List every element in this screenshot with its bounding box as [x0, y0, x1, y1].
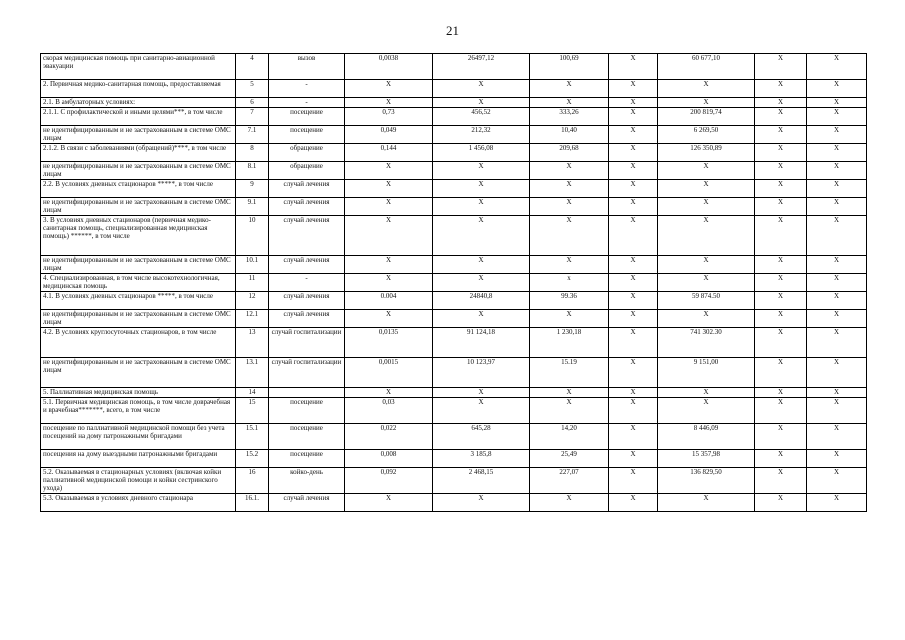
cell-unit: случай лечения: [269, 310, 345, 328]
cell-volume: Х: [345, 256, 433, 274]
cell-col-x2: Х: [755, 468, 807, 494]
cell-volume: Х: [345, 180, 433, 198]
cell-row-number: 7.1: [236, 126, 269, 144]
cell-cost: 2 468,15: [433, 468, 530, 494]
cell-total: 136 829,50: [658, 468, 755, 494]
cell-col-x3: Х: [807, 424, 867, 450]
cell-row-number: 14: [236, 388, 269, 398]
cell-col-x3: Х: [807, 398, 867, 424]
cell-volume: Х: [345, 198, 433, 216]
cell-row-number: 13: [236, 328, 269, 358]
cell-col-x2: Х: [755, 450, 807, 468]
cell-col-x3: Х: [807, 144, 867, 162]
cell-cost: 10 123,97: [433, 358, 530, 388]
cell-row-name: 3. В условиях дневных стационаров (первичная медико-санитарная помощь, специализированная медицинская помощь) ******, в том числе: [41, 216, 236, 256]
table-row: [41, 126, 867, 144]
cell-per-capita: 1 230,18: [530, 328, 609, 358]
cell-col-x1: Х: [609, 126, 658, 144]
cell-col-x2: Х: [755, 108, 807, 126]
table-row: [41, 274, 867, 292]
cell-row-name: 4.2. В условиях круглосуточных стационаров, в том числе: [41, 328, 236, 358]
cell-col-x2: Х: [755, 144, 807, 162]
table-row: [41, 180, 867, 198]
cell-total: Х: [658, 388, 755, 398]
cell-total: 60 677,10: [658, 54, 755, 80]
table-row: [41, 144, 867, 162]
cell-col-x3: Х: [807, 388, 867, 398]
cell-cost: Х: [433, 310, 530, 328]
cell-volume: 0.004: [345, 292, 433, 310]
cell-col-x3: Х: [807, 450, 867, 468]
cell-col-x1: Х: [609, 424, 658, 450]
cell-per-capita: Х: [530, 98, 609, 108]
cell-col-x2: Х: [755, 328, 807, 358]
cell-row-name: 2.1.2. В связи с заболеваниями (обращений)****, в том числе: [41, 144, 236, 162]
cell-col-x3: Х: [807, 198, 867, 216]
cell-col-x2: Х: [755, 398, 807, 424]
table-row: [41, 358, 867, 388]
cell-col-x1: Х: [609, 468, 658, 494]
cell-cost: Х: [433, 274, 530, 292]
cell-row-number: 16.1.: [236, 494, 269, 512]
cell-col-x3: Х: [807, 310, 867, 328]
cell-volume: Х: [345, 162, 433, 180]
cell-col-x2: Х: [755, 388, 807, 398]
cell-unit: вызов: [269, 54, 345, 80]
cell-col-x3: Х: [807, 98, 867, 108]
cell-row-number: 10.1: [236, 256, 269, 274]
table-row: [41, 80, 867, 98]
table-row: [41, 310, 867, 328]
cell-row-name: скорая медицинская помощь при санитарно-авиационной эвакуации: [41, 54, 236, 80]
table-row: [41, 450, 867, 468]
cell-per-capita: Х: [530, 162, 609, 180]
cell-col-x1: Х: [609, 358, 658, 388]
cell-volume: Х: [345, 274, 433, 292]
cell-unit: койко-день: [269, 468, 345, 494]
cell-col-x2: Х: [755, 292, 807, 310]
cell-cost: Х: [433, 162, 530, 180]
table-row: [41, 216, 867, 256]
cell-col-x3: Х: [807, 126, 867, 144]
cell-col-x2: Х: [755, 126, 807, 144]
cell-unit: случай лечения: [269, 180, 345, 198]
cell-row-number: 16: [236, 468, 269, 494]
cell-per-capita: Х: [530, 388, 609, 398]
cell-cost: Х: [433, 98, 530, 108]
cell-volume: Х: [345, 98, 433, 108]
cell-row-name: не идентифицированным и не застрахованным в системе ОМС лицам: [41, 126, 236, 144]
cell-unit: случай лечения: [269, 198, 345, 216]
cell-cost: 456,52: [433, 108, 530, 126]
table-row: [41, 468, 867, 494]
cell-volume: 0,092: [345, 468, 433, 494]
cell-per-capita: х: [530, 274, 609, 292]
cell-col-x3: Х: [807, 292, 867, 310]
cell-col-x2: Х: [755, 180, 807, 198]
cell-total: 126 350,89: [658, 144, 755, 162]
cell-cost: 1 456,08: [433, 144, 530, 162]
cell-col-x3: Х: [807, 274, 867, 292]
cell-per-capita: 209,68: [530, 144, 609, 162]
cell-per-capita: 15.19: [530, 358, 609, 388]
cell-per-capita: 227,07: [530, 468, 609, 494]
cell-per-capita: Х: [530, 80, 609, 98]
cell-col-x1: Х: [609, 450, 658, 468]
cell-row-number: 9.1: [236, 198, 269, 216]
cell-total: Х: [658, 274, 755, 292]
cell-row-name: не идентифицированным и не застрахованным в системе ОМС лицам: [41, 256, 236, 274]
cell-total: Х: [658, 198, 755, 216]
cell-volume: 0,022: [345, 424, 433, 450]
cell-total: 6 269,50: [658, 126, 755, 144]
cell-col-x2: Х: [755, 54, 807, 80]
cell-total: Х: [658, 494, 755, 512]
cell-row-number: 12: [236, 292, 269, 310]
cell-row-name: посещение по паллиативной медицинской помощи без учета посещений на дому патронажными бригадами: [41, 424, 236, 450]
cell-col-x1: Х: [609, 494, 658, 512]
cell-row-name: 2.1.1. С профилактической и иными целями***, в том числе: [41, 108, 236, 126]
cell-per-capita: 100,69: [530, 54, 609, 80]
cell-unit: случай лечения: [269, 494, 345, 512]
table-row: [41, 256, 867, 274]
cell-per-capita: 333,26: [530, 108, 609, 126]
cell-cost: Х: [433, 198, 530, 216]
cell-per-capita: Х: [530, 310, 609, 328]
cell-col-x3: Х: [807, 54, 867, 80]
cell-cost: Х: [433, 494, 530, 512]
cell-volume: 0,0015: [345, 358, 433, 388]
cell-col-x2: Х: [755, 310, 807, 328]
cell-row-name: 2.2. В условиях дневных стационаров *****, в том числе: [41, 180, 236, 198]
cell-cost: Х: [433, 216, 530, 256]
cell-unit: -: [269, 80, 345, 98]
cell-unit: посещение: [269, 450, 345, 468]
cell-total: Х: [658, 398, 755, 424]
cell-total: 8 446,09: [658, 424, 755, 450]
cell-unit: случай госпитализации: [269, 328, 345, 358]
cell-col-x1: Х: [609, 180, 658, 198]
cell-row-name: 4.1. В условиях дневных стационаров *****, в том числе: [41, 292, 236, 310]
cell-total: 59 874.50: [658, 292, 755, 310]
cell-total: 200 819,74: [658, 108, 755, 126]
cell-per-capita: Х: [530, 256, 609, 274]
cell-col-x2: Х: [755, 274, 807, 292]
cell-volume: 0,008: [345, 450, 433, 468]
cell-col-x2: Х: [755, 162, 807, 180]
cell-total: Х: [658, 162, 755, 180]
table-row: [41, 388, 867, 398]
cell-col-x2: Х: [755, 216, 807, 256]
cell-col-x2: Х: [755, 358, 807, 388]
cell-unit: обращение: [269, 162, 345, 180]
cell-col-x3: Х: [807, 328, 867, 358]
table-body: [41, 54, 867, 512]
cell-col-x3: Х: [807, 162, 867, 180]
cell-col-x3: Х: [807, 256, 867, 274]
cell-col-x3: Х: [807, 108, 867, 126]
cell-unit: -: [269, 274, 345, 292]
cell-volume: 0,73: [345, 108, 433, 126]
cell-col-x1: Х: [609, 388, 658, 398]
cell-col-x3: Х: [807, 180, 867, 198]
cell-volume: Х: [345, 388, 433, 398]
cell-col-x1: Х: [609, 398, 658, 424]
cell-volume: 0,03: [345, 398, 433, 424]
cell-unit: случай лечения: [269, 216, 345, 256]
table-row: [41, 98, 867, 108]
cell-col-x1: Х: [609, 292, 658, 310]
cell-col-x1: Х: [609, 80, 658, 98]
cell-row-number: 15.2: [236, 450, 269, 468]
cell-col-x1: Х: [609, 310, 658, 328]
cell-row-name: 5.2. Оказываемая в стационарных условиях (включая койки паллиативной медицинской помощи и койки сестринского ухода): [41, 468, 236, 494]
cell-col-x3: Х: [807, 468, 867, 494]
cell-per-capita: 14,20: [530, 424, 609, 450]
cell-col-x2: Х: [755, 98, 807, 108]
cell-row-number: 9: [236, 180, 269, 198]
cell-unit: обращение: [269, 144, 345, 162]
cell-col-x2: Х: [755, 256, 807, 274]
cell-col-x1: Х: [609, 108, 658, 126]
cell-unit: посещение: [269, 126, 345, 144]
table-row: [41, 424, 867, 450]
cell-total: 9 151,00: [658, 358, 755, 388]
cell-total: Х: [658, 216, 755, 256]
cell-volume: Х: [345, 80, 433, 98]
cell-per-capita: 25,49: [530, 450, 609, 468]
data-table: [40, 53, 867, 512]
cell-row-name: 5. Паллиативная медицинская помощь: [41, 388, 236, 398]
cell-col-x1: Х: [609, 328, 658, 358]
table-row: [41, 162, 867, 180]
cell-row-number: 4: [236, 54, 269, 80]
cell-col-x1: Х: [609, 54, 658, 80]
cell-unit: -: [269, 98, 345, 108]
cell-row-name: 5.3. Оказываемая в условиях дневного стационара: [41, 494, 236, 512]
cell-cost: 212,32: [433, 126, 530, 144]
cell-col-x1: Х: [609, 216, 658, 256]
cell-unit: случай лечения: [269, 292, 345, 310]
cell-row-name: не идентифицированным и не застрахованным в системе ОМС лицам: [41, 310, 236, 328]
cell-unit: посещение: [269, 424, 345, 450]
cell-col-x2: Х: [755, 494, 807, 512]
cell-unit: посещение: [269, 108, 345, 126]
cell-row-number: 8: [236, 144, 269, 162]
table-row: [41, 328, 867, 358]
cell-col-x1: Х: [609, 198, 658, 216]
cell-row-name: не идентифицированным и не застрахованным в системе ОМС лицам: [41, 198, 236, 216]
cell-total: Х: [658, 180, 755, 198]
cell-volume: 0,0038: [345, 54, 433, 80]
cell-cost: Х: [433, 388, 530, 398]
cell-row-number: 6: [236, 98, 269, 108]
cell-total: Х: [658, 98, 755, 108]
cell-cost: Х: [433, 398, 530, 424]
cell-cost: Х: [433, 180, 530, 198]
cell-row-number: 5: [236, 80, 269, 98]
page-number: 21: [446, 23, 459, 38]
cell-col-x1: Х: [609, 98, 658, 108]
cell-row-number: 13.1: [236, 358, 269, 388]
cell-col-x3: Х: [807, 80, 867, 98]
cell-col-x1: Х: [609, 256, 658, 274]
cell-cost: 26497,12: [433, 54, 530, 80]
cell-volume: Х: [345, 310, 433, 328]
cell-row-name: посещения на дому выездными патронажными бригадами: [41, 450, 236, 468]
table-row: [41, 198, 867, 216]
cell-col-x3: Х: [807, 494, 867, 512]
cell-per-capita: 10,40: [530, 126, 609, 144]
cell-col-x2: Х: [755, 198, 807, 216]
cell-cost: Х: [433, 80, 530, 98]
cell-row-number: 15.1: [236, 424, 269, 450]
cell-total: 15 357,98: [658, 450, 755, 468]
cell-row-number: 15: [236, 398, 269, 424]
cell-row-name: 2.1. В амбулаторных условиях:: [41, 98, 236, 108]
cell-row-number: 7: [236, 108, 269, 126]
cell-volume: Х: [345, 494, 433, 512]
table-row: [41, 398, 867, 424]
cell-col-x3: Х: [807, 358, 867, 388]
cell-cost: 645,28: [433, 424, 530, 450]
cell-volume: Х: [345, 216, 433, 256]
cell-cost: 91 124,18: [433, 328, 530, 358]
cell-col-x1: Х: [609, 274, 658, 292]
cell-per-capita: 99.36: [530, 292, 609, 310]
cell-total: Х: [658, 310, 755, 328]
cell-row-name: 5.1. Первичная медицинская помощь, в том числе доврачебная и врачебная*******, всего, в том числе: [41, 398, 236, 424]
table-row: [41, 54, 867, 80]
cell-per-capita: Х: [530, 398, 609, 424]
cell-row-name: 4. Специализированная, в том числе высокотехнологичная, медицинская помощь: [41, 274, 236, 292]
table-row: [41, 292, 867, 310]
cell-row-number: 8.1: [236, 162, 269, 180]
cell-volume: 0,0135: [345, 328, 433, 358]
cell-unit: [269, 388, 345, 398]
cell-total: Х: [658, 80, 755, 98]
cell-row-name: не идентифицированным и не застрахованным в системе ОМС лицам: [41, 358, 236, 388]
cell-unit: случай лечения: [269, 256, 345, 274]
cell-per-capita: Х: [530, 216, 609, 256]
cell-row-name: не идентифицированным и не застрахованным в системе ОМС лицам: [41, 162, 236, 180]
cell-cost: Х: [433, 256, 530, 274]
cell-unit: посещение: [269, 398, 345, 424]
table-row: [41, 108, 867, 126]
cell-row-number: 11: [236, 274, 269, 292]
cell-volume: 0,049: [345, 126, 433, 144]
cell-cost: 24840,8: [433, 292, 530, 310]
cell-col-x2: Х: [755, 424, 807, 450]
cell-per-capita: Х: [530, 198, 609, 216]
cell-col-x2: Х: [755, 80, 807, 98]
cell-total: Х: [658, 256, 755, 274]
cell-unit: случай госпитализации: [269, 358, 345, 388]
table-row: [41, 494, 867, 512]
cell-col-x1: Х: [609, 162, 658, 180]
cell-row-name: 2. Первичная медико-санитарная помощь, предоставляемая: [41, 80, 236, 98]
cell-total: 741 302.30: [658, 328, 755, 358]
cell-volume: 0,144: [345, 144, 433, 162]
cell-per-capita: Х: [530, 494, 609, 512]
cell-cost: 3 185,8: [433, 450, 530, 468]
cell-col-x3: Х: [807, 216, 867, 256]
cell-row-number: 10: [236, 216, 269, 256]
cell-row-number: 12.1: [236, 310, 269, 328]
cell-per-capita: Х: [530, 180, 609, 198]
cell-col-x1: Х: [609, 144, 658, 162]
